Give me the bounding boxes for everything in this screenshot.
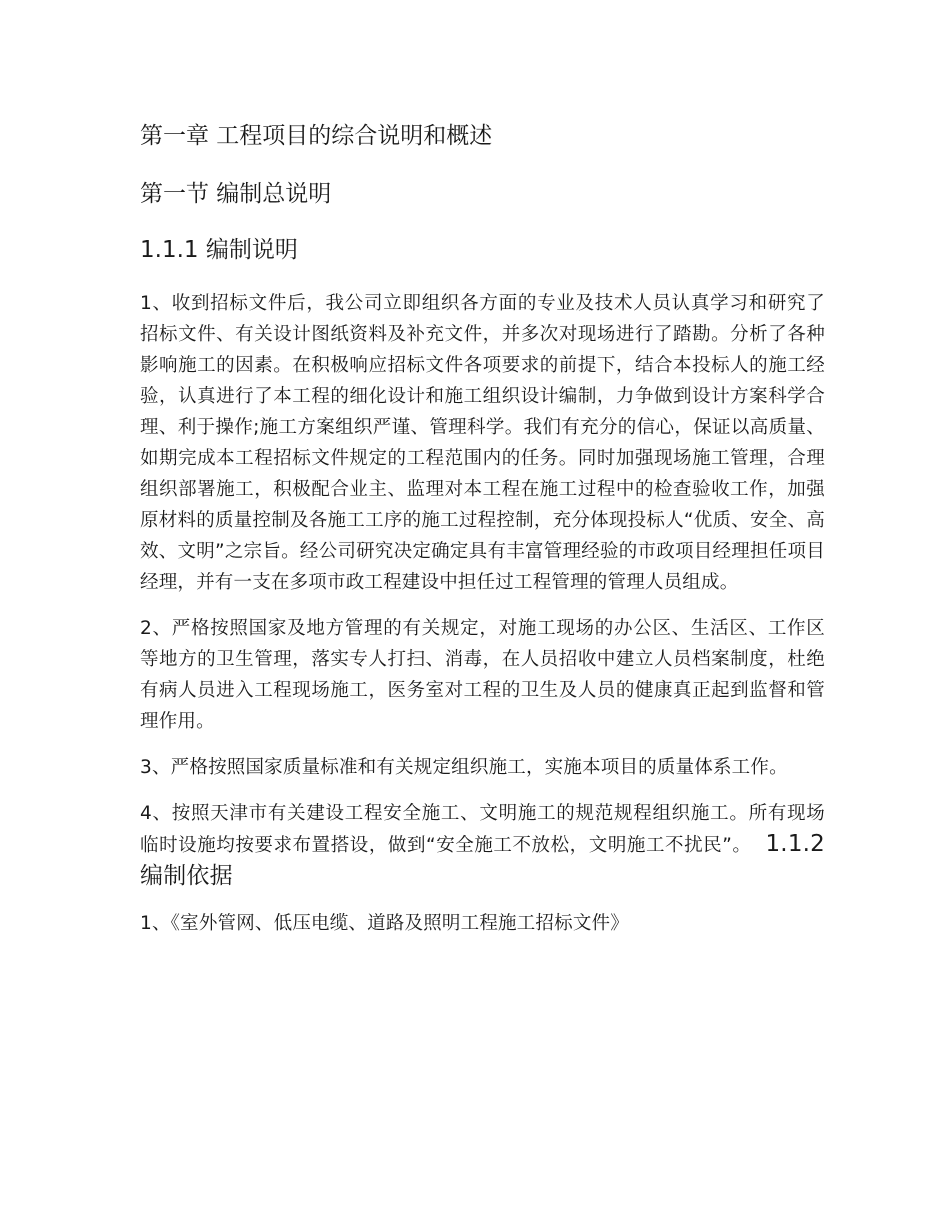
chapter-title: 第一章 工程项目的综合说明和概述 — [140, 123, 493, 149]
paragraph-1: 1、收到招标文件后，我公司立即组织各方面的专业及技术人员认真学习和研究了招标文件、有关设计图纸资料及补充文件，并多次对现场进行了踏勘。分析了各种影响施工的因素。在积极响应招标文件各项要求的前提下，结合本投标人的施工经验，认真进行了本工程的细化设计和施工组织设计编制，力争做到设计方案科学合理、利于操作;施工方案组织严谨、管理科学。我们有充分的信心，保证以高质量、如期完成本工程招标文件规定的工程范围内的任务。同时加强现场施工管理，合理组织部署施工，积极配合业主、监理对本工程在施工过程中的检查验收工作，加强原材料的质量控制及各施工工序的施工过程控制，充分体现投标人“优质、安全、高效、文明”之宗旨。经公司研究决定确定具有丰富管理经验的市政项目经理担任项目经理，并有一支在多项市政工程建设中担任过工程管理的管理人员组成。 — [140, 293, 825, 593]
paragraph-3: 3、严格按照国家质量标准和有关规定组织施工，实施本项目的质量体系工作。 — [140, 757, 788, 778]
paragraph-4-text: 4、按照天津市有关建设工程安全施工、文明施工的规范规程组织施工。所有现场临时设施均按要求布置搭设，做到“安全施工不放松，文明施工不扰民”。 — [140, 803, 825, 856]
basis-item-1: 1、《室外管网、低压电缆、道路及照明工程施工招标文件》 — [140, 913, 629, 934]
subsection-title-1-1-1: 1.1.1 编制说明 — [140, 237, 298, 263]
subsection-title-1-1-2: 1.1.2 编制依据 — [140, 831, 825, 889]
paragraph-2: 2、严格按照国家及地方管理的有关规定，对施工现场的办公区、生活区、工作区等地方的卫生管理，落实专人打扫、消毒，在人员招收中建立人员档案制度，杜绝有病人员进入工程现场施工，医务室对工程的卫生及人员的健康真正起到监督和管理作用。 — [140, 618, 825, 732]
document-body — [140, 112, 825, 954]
section-title: 第一节 编制总说明 — [140, 181, 332, 207]
paragraph-4 — [140, 798, 825, 893]
